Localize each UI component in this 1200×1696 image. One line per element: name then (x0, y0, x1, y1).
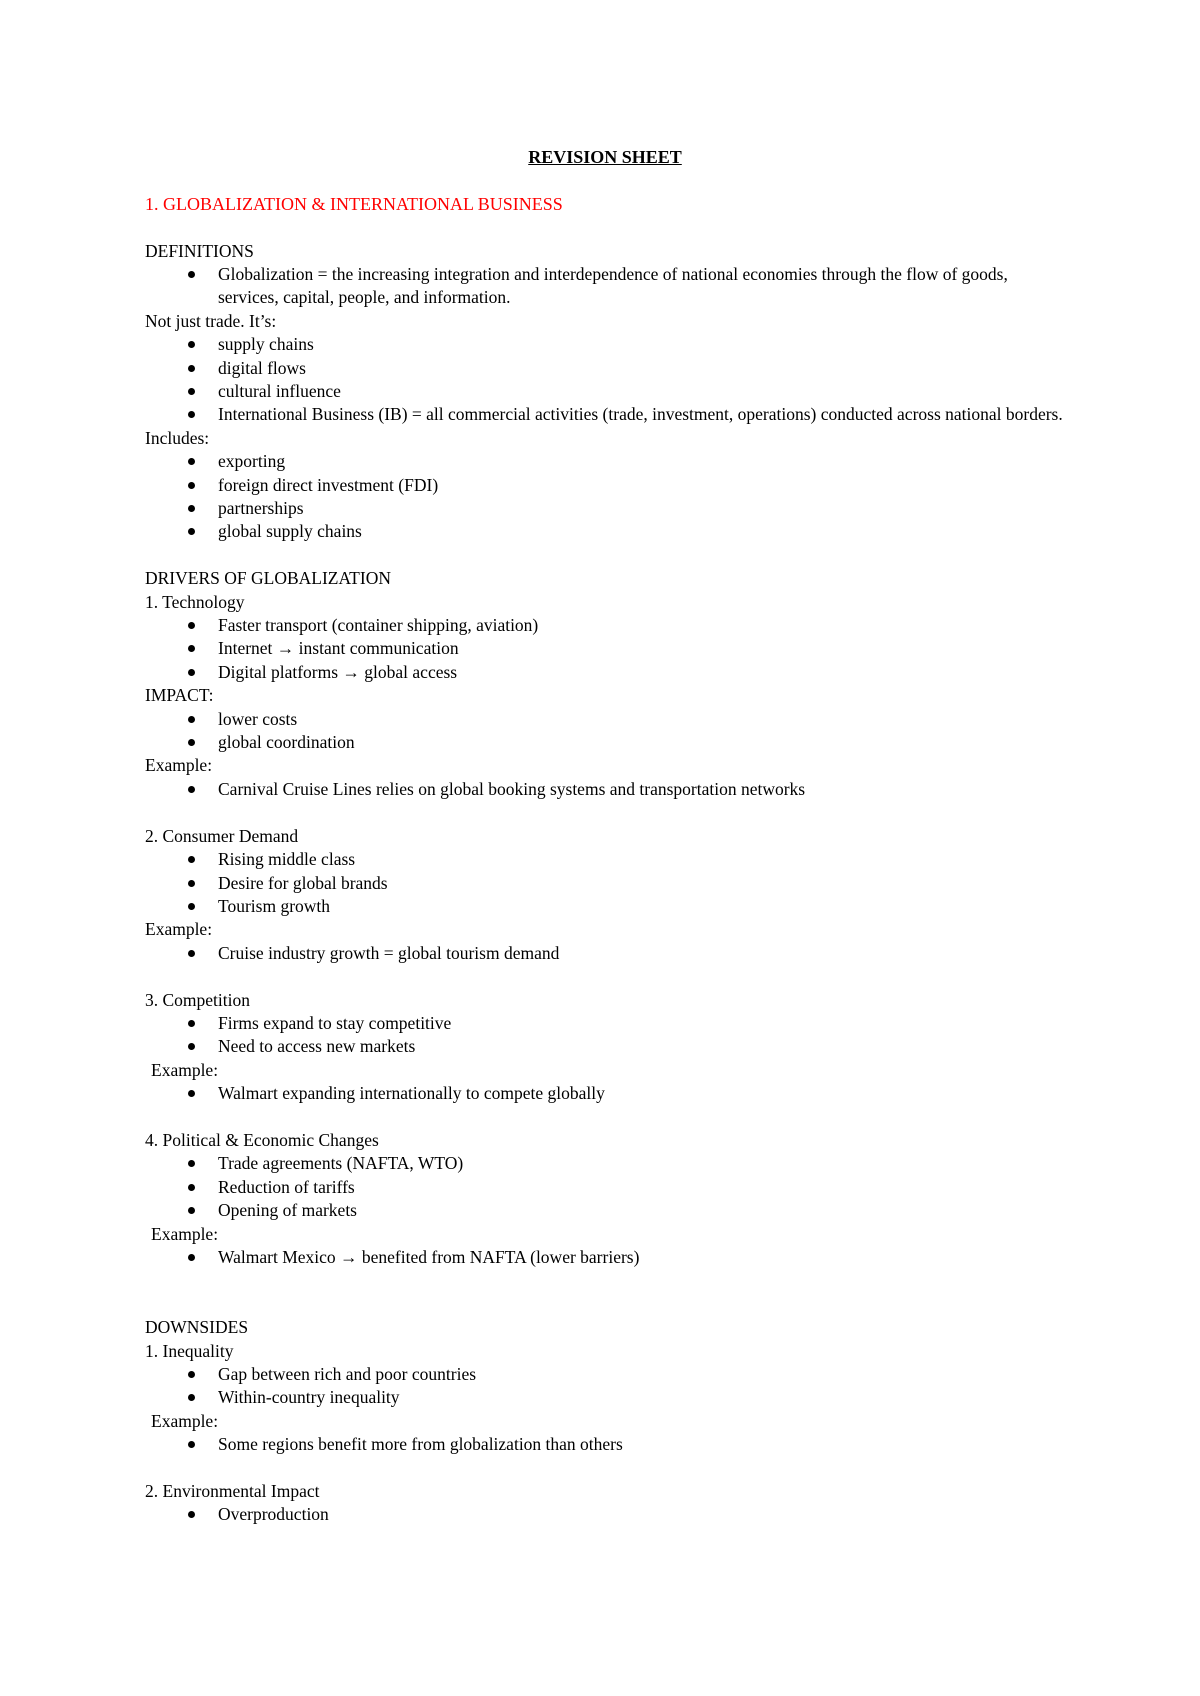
spacer (145, 1457, 1065, 1480)
spacer (145, 1106, 1065, 1129)
list-item: Carnival Cruise Lines relies on global booking systems and transportation networks (218, 778, 1065, 801)
list-item: Some regions benefit more from globalization than others (218, 1433, 1065, 1456)
example-label: Example: (151, 1223, 219, 1244)
list-item: cultural influence (218, 380, 1065, 403)
list-item: Opening of markets (218, 1199, 1065, 1222)
example-list (145, 1433, 1065, 1456)
list-item: Overproduction (218, 1503, 1065, 1526)
includes-list (145, 450, 1065, 544)
spacer (145, 965, 1065, 988)
consumer-demand-title: 2. Consumer Demand (145, 825, 299, 846)
includes-label: Includes: (145, 427, 210, 448)
political-title: 4. Political & Economic Changes (145, 1129, 379, 1150)
consumer-demand-list (145, 848, 1065, 918)
not-just-trade-label: Not just trade. It’s: (145, 310, 277, 331)
example-label: Example: (151, 1059, 219, 1080)
list-item: foreign direct investment (FDI) (218, 474, 1065, 497)
list-item: Cruise industry growth = global tourism demand (218, 942, 1065, 965)
not-just-trade-list (145, 333, 1065, 427)
list-item: Internet → instant communication (218, 637, 1065, 660)
list-item: Rising middle class (218, 848, 1065, 871)
technology-list (145, 614, 1065, 684)
definitions-heading: DEFINITIONS (145, 240, 254, 261)
example-list (145, 1246, 1065, 1269)
list-item: exporting (218, 450, 1065, 473)
list-item: International Business (IB) = all commercial activities (trade, investment, operations) conducted across national borders. (218, 403, 1065, 426)
list-item: Reduction of tariffs (218, 1176, 1065, 1199)
environmental-title: 2. Environmental Impact (145, 1481, 320, 1501)
environmental-list (145, 1503, 1065, 1526)
definitions-list (145, 263, 1065, 310)
list-item: Tourism growth (218, 895, 1065, 918)
example-label: Example: (145, 755, 213, 776)
spacer (145, 1269, 1065, 1316)
document-title: REVISION SHEET (528, 147, 682, 167)
list-item: global coordination (218, 731, 1065, 754)
drivers-heading: DRIVERS OF GLOBALIZATION (145, 568, 391, 589)
list-item: supply chains (218, 333, 1065, 356)
document-content (145, 146, 1065, 1527)
example-label: Example: (151, 1410, 219, 1431)
list-item: Walmart Mexico → benefited from NAFTA (lower barriers) (218, 1246, 1065, 1269)
list-item: lower costs (218, 708, 1065, 731)
list-item: Firms expand to stay competitive (218, 1012, 1065, 1035)
competition-title: 3. Competition (145, 989, 250, 1010)
list-item: Gap between rich and poor countries (218, 1363, 1065, 1386)
list-item: Trade agreements (NAFTA, WTO) (218, 1152, 1065, 1175)
list-item: digital flows (218, 357, 1065, 380)
impact-label: IMPACT: (145, 685, 214, 706)
list-item: Need to access new markets (218, 1035, 1065, 1058)
technology-title: 1. Technology (145, 591, 245, 612)
spacer (145, 801, 1065, 824)
list-item: Desire for global brands (218, 872, 1065, 895)
downsides-heading: DOWNSIDES (145, 1317, 249, 1338)
impact-list (145, 708, 1065, 755)
list-item: Digital platforms → global access (218, 661, 1065, 684)
example-list (145, 1082, 1065, 1105)
example-label: Example: (145, 919, 213, 940)
inequality-title: 1. Inequality (145, 1340, 234, 1361)
list-item: Within-country inequality (218, 1386, 1065, 1409)
list-item: Globalization = the increasing integration and interdependence of national economies through the flow of goods, services, capital, people, and information. (218, 263, 1065, 310)
political-list (145, 1152, 1065, 1222)
list-item: global supply chains (218, 520, 1065, 543)
spacer (145, 544, 1065, 567)
list-item: Faster transport (container shipping, aviation) (218, 614, 1065, 637)
competition-list (145, 1012, 1065, 1059)
list-item: Walmart expanding internationally to compete globally (218, 1082, 1065, 1105)
inequality-list (145, 1363, 1065, 1410)
example-list (145, 942, 1065, 965)
example-list (145, 778, 1065, 801)
section-heading: 1. GLOBALIZATION & INTERNATIONAL BUSINESS (145, 193, 563, 214)
list-item: partnerships (218, 497, 1065, 520)
